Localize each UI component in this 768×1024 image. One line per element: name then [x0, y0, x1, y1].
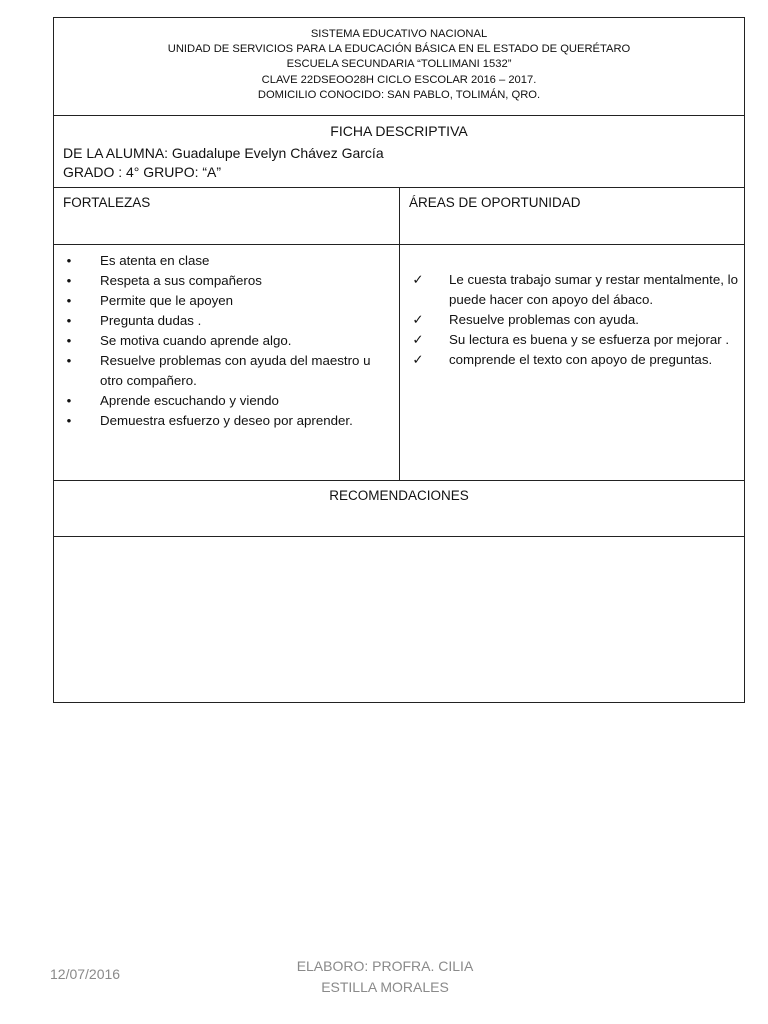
list-item-text: Permite que le apoyen [100, 293, 234, 308]
list-item [62, 271, 397, 291]
header-line-5: DOMICILIO CONOCIDO: SAN PABLO, TOLIMÁN, QRO. [257, 88, 541, 101]
divider [54, 480, 744, 481]
list-item-text: Pregunta dudas . [100, 313, 202, 328]
fortalezas-heading: FORTALEZAS [63, 195, 151, 210]
list-item [62, 331, 397, 351]
checkmark-icon: ✓ [412, 312, 424, 327]
list-item [411, 270, 741, 310]
list-item-text: Aprende escuchando y viendo [100, 393, 279, 408]
areas-list [411, 270, 741, 370]
bullet-icon: • [66, 293, 72, 308]
bullet-icon: • [66, 253, 72, 268]
bullet-icon: • [66, 353, 72, 368]
school-header [54, 27, 744, 103]
divider [54, 536, 744, 537]
list-item-text: Es atenta en clase [100, 253, 210, 268]
student-info [63, 144, 384, 182]
ficha-table [53, 17, 745, 703]
ficha-title: FICHA DESCRIPTIVA [330, 123, 468, 139]
list-item [411, 350, 741, 370]
bullet-icon: • [66, 273, 72, 288]
header-line-1: SISTEMA EDUCATIVO NACIONAL [310, 28, 488, 40]
list-item [62, 391, 397, 411]
checkmark-icon: ✓ [412, 272, 424, 287]
checkmark-icon: ✓ [412, 332, 424, 347]
header-line-3: ESCUELA SECUNDARIA “TOLLIMANI 1532” [286, 58, 512, 71]
list-item-text: Se motiva cuando aprende algo. [100, 333, 292, 348]
bullet-icon: • [66, 313, 72, 328]
list-item-text: Resuelve problemas con ayuda. [449, 312, 639, 327]
author-line-1: ELABORO: PROFRA. CILIA [296, 958, 474, 974]
fortalezas-list [62, 251, 397, 431]
checkmark-icon: ✓ [412, 352, 424, 367]
list-item [62, 351, 397, 391]
footer-date: 12/07/2016 [50, 966, 121, 982]
list-item-text: Le cuesta trabajo sumar y restar mentalmente, lo puede hacer con apoyo del ábaco. [449, 272, 738, 307]
header-line-4: CLAVE 22DSEOO28H CICLO ESCOLAR 2016 – 2017. [261, 73, 537, 86]
list-item-text: comprende el texto con apoyo de preguntas. [449, 352, 713, 367]
recomendaciones-heading: RECOMENDACIONES [329, 488, 469, 503]
list-item-text: Demuestra esfuerzo y deseo por aprender. [100, 413, 353, 428]
list-item [62, 291, 397, 311]
list-item [411, 330, 741, 350]
bullet-icon: • [66, 393, 72, 408]
column-divider [399, 188, 400, 481]
bullet-icon: • [66, 333, 72, 348]
areas-heading: ÁREAS DE OPORTUNIDAD [409, 195, 581, 210]
list-item [62, 311, 397, 331]
author-line-2: ESTILLA MORALES [321, 979, 449, 995]
list-item [62, 411, 397, 431]
bullet-icon: • [66, 413, 72, 428]
list-item-text: Su lectura es buena y se esfuerza por mejorar . [449, 332, 730, 347]
student-name: DE LA ALUMNA: Guadalupe Evelyn Chávez García [63, 145, 384, 161]
list-item-text: Resuelve problemas con ayuda del maestro u otro compañero. [100, 353, 371, 388]
list-item-text: Respeta a sus compañeros [100, 273, 262, 288]
student-grade: GRADO : 4° GRUPO: “A” [63, 164, 222, 180]
list-item [62, 251, 397, 271]
divider [54, 115, 744, 116]
header-line-2: UNIDAD DE SERVICIOS PARA LA EDUCACIÓN BÁSICA EN EL ESTADO DE QUERÉTARO [167, 43, 631, 56]
list-item [411, 310, 741, 330]
footer-author [285, 956, 485, 998]
